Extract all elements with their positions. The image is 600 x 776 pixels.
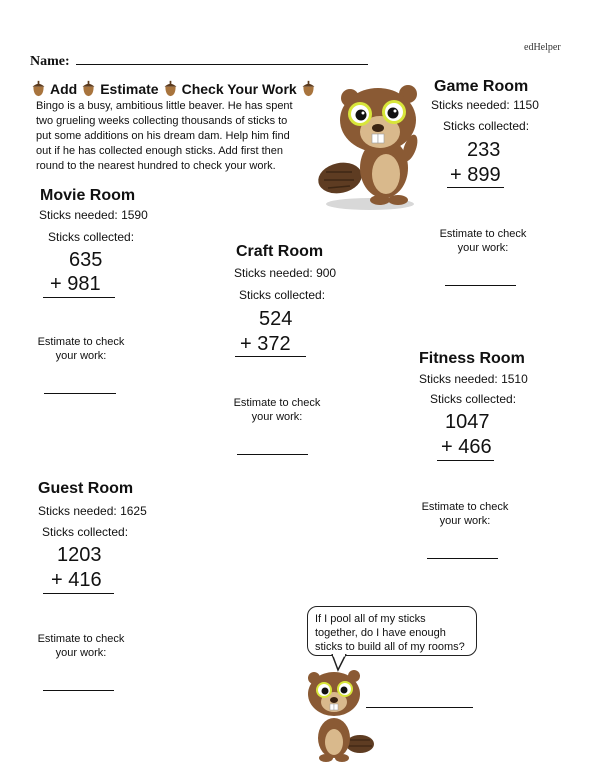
acorn-icon	[30, 80, 47, 97]
estimate-line1: Estimate to check	[37, 633, 125, 645]
movie-room-sum-rule	[43, 297, 115, 298]
fitness-room-sum-rule	[437, 460, 494, 461]
brand-label: edHelper	[524, 42, 561, 53]
estimate-line2: your work:	[439, 515, 491, 527]
game-room-title: Game Room	[434, 78, 529, 95]
fitness-room-addend-2: + 466	[441, 436, 492, 458]
movie-room-addend-2: + 981	[50, 273, 101, 295]
heading-check: Check Your Work	[181, 80, 297, 97]
guest-room-estimate-label	[30, 632, 132, 660]
craft-room-addend-2: + 372	[240, 333, 291, 355]
craft-room-needed	[234, 266, 336, 280]
game-room-collected-label: Sticks collected:	[443, 119, 530, 133]
movie-room-title: Movie Room	[40, 187, 136, 204]
fitness-room-addend-1: 1047	[445, 411, 490, 433]
estimate-line1: Estimate to check	[421, 501, 509, 513]
estimate-line2: your work:	[251, 411, 303, 423]
guest-room-needed	[38, 504, 147, 518]
acorn-icon	[162, 80, 179, 97]
guest-room-answer-line[interactable]	[43, 690, 114, 691]
needed-label: Sticks needed:	[234, 266, 313, 280]
heading-estimate: Estimate	[100, 80, 159, 97]
movie-room-estimate-label	[30, 335, 132, 363]
game-room-answer-line[interactable]	[445, 285, 516, 286]
fitness-room-estimate-label	[414, 500, 516, 528]
needed-value: 1590	[121, 208, 148, 222]
beaver-illustration	[312, 76, 428, 212]
estimate-line1: Estimate to check	[233, 397, 321, 409]
game-room-estimate-label	[432, 227, 534, 255]
name-input-line[interactable]	[76, 64, 368, 65]
craft-room-sum-rule	[235, 356, 306, 357]
final-answer-line[interactable]	[366, 707, 473, 708]
game-room-addend-1: 233	[467, 139, 501, 161]
movie-room-needed	[39, 208, 148, 222]
estimate-line2: your work:	[457, 242, 509, 254]
needed-value: 1150	[513, 98, 539, 112]
craft-room-estimate-label	[226, 396, 328, 424]
movie-room-collected-label: Sticks collected:	[48, 230, 135, 244]
game-room-sum-rule	[447, 187, 504, 188]
speech-bubble: If I pool all of my sticks together, do I have enough sticks to build all of my rooms?	[307, 606, 477, 656]
fitness-room-needed	[419, 372, 528, 386]
fitness-room-title: Fitness Room	[419, 350, 525, 367]
needed-value: 900	[316, 266, 337, 280]
estimate-line1: Estimate to check	[37, 336, 125, 348]
guest-room-addend-1: 1203	[57, 544, 102, 566]
guest-room-addend-2: + 416	[51, 569, 102, 591]
intro-paragraph: Bingo is a busy, ambitious little beaver. He has spent two grueling weeks collecting thousands of sticks to put some additions on his dream dam. Help him find out if he has collected enough sticks. Add first then round to the nearest hundred to check your work.	[36, 100, 293, 172]
fitness-room-answer-line[interactable]	[427, 558, 498, 559]
fitness-room-collected-label: Sticks collected:	[430, 392, 517, 406]
craft-room-addend-1: 524	[259, 308, 293, 330]
movie-room-answer-line[interactable]	[44, 393, 116, 394]
estimate-line2: your work:	[55, 350, 107, 362]
guest-room-collected-label: Sticks collected:	[42, 525, 129, 539]
estimate-line2: your work:	[55, 647, 107, 659]
movie-room-addend-1: 635	[69, 249, 103, 271]
craft-room-title: Craft Room	[236, 243, 324, 260]
game-room-addend-2: + 899	[450, 164, 501, 186]
guest-room-title: Guest Room	[38, 480, 134, 497]
craft-room-answer-line[interactable]	[237, 454, 308, 455]
needed-label: Sticks needed:	[419, 372, 498, 386]
heading-add: Add	[50, 80, 78, 97]
needed-value: 1510	[501, 372, 528, 386]
craft-room-collected-label: Sticks collected:	[239, 288, 326, 302]
worksheet-heading	[30, 80, 317, 97]
guest-room-sum-rule	[43, 593, 114, 594]
name-label: Name:	[30, 54, 70, 69]
estimate-line1: Estimate to check	[439, 228, 527, 240]
small-beaver-illustration	[300, 664, 378, 764]
game-room-needed	[431, 98, 539, 112]
acorn-icon	[80, 80, 97, 97]
needed-label: Sticks needed:	[431, 98, 510, 112]
needed-label: Sticks needed:	[38, 504, 117, 518]
needed-label: Sticks needed:	[39, 208, 118, 222]
needed-value: 1625	[120, 504, 147, 518]
